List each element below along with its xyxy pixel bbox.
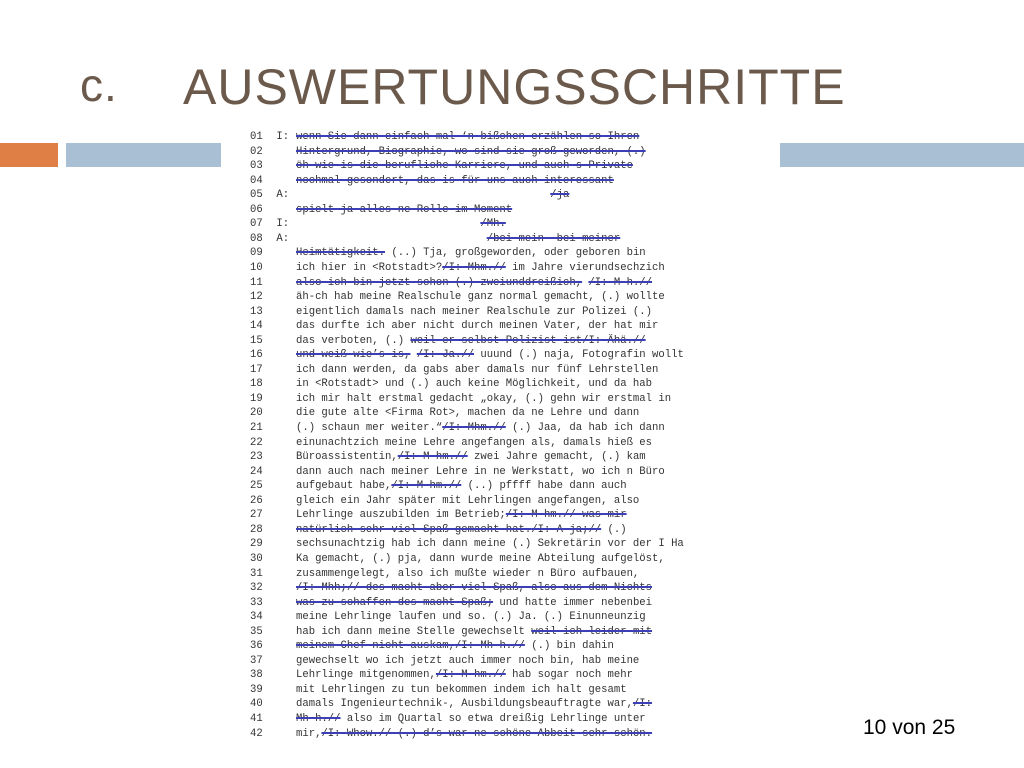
speaker-label (270, 537, 296, 552)
speaker-label (270, 159, 296, 174)
transcript-line (250, 610, 646, 625)
speaker-label (270, 508, 296, 523)
struck-text-segment: natürlich sehr viel Spaß gemacht hat. (296, 523, 532, 536)
accent-bar-blue-right (780, 143, 1024, 167)
line-text (296, 436, 652, 451)
speaker-label (270, 145, 296, 160)
text-segment: und hatte immer nebenbei (493, 596, 653, 609)
line-number: 42 (250, 727, 263, 740)
text-segment: Lehrlinge mitgenommen, (296, 669, 436, 682)
accent-bar-blue-left (66, 143, 221, 167)
text-segment: gewechselt wo ich jetzt auch immer noch bin, hab meine (296, 654, 640, 667)
transcript-line (250, 305, 652, 320)
line-text (296, 537, 684, 552)
speaker-label (270, 567, 296, 582)
transcript-line (250, 465, 665, 480)
transcript-line (250, 508, 627, 523)
line-number: 33 (250, 596, 263, 609)
line-text (296, 130, 639, 145)
speaker-label (270, 348, 296, 363)
struck-text-segment: weil ich leider mit (531, 625, 653, 638)
struck-text-segment: /Mh. (480, 218, 506, 231)
line-number: 30 (250, 552, 263, 565)
line-text (296, 654, 639, 669)
line-number: 14 (250, 320, 263, 333)
text-segment: (.) bin dahin (524, 640, 614, 653)
text-segment: hab ich dann meine Stelle gewechselt (296, 625, 532, 638)
struck-text-segment: /I: Ja.// (416, 349, 475, 362)
line-text (296, 363, 658, 378)
transcript-line (250, 319, 658, 334)
transcript-line (250, 392, 671, 407)
transcript-line (250, 450, 646, 465)
transcript-line (250, 552, 665, 567)
speaker-label (270, 363, 296, 378)
page-number: 10 von 25 (863, 716, 956, 739)
speaker-label (270, 523, 296, 538)
line-text (296, 188, 569, 203)
line-text (296, 246, 646, 261)
line-number: 26 (250, 494, 263, 507)
struck-text-segment: weil er selbst Polizist ist/I: Ähä.// (410, 334, 646, 347)
line-number: 15 (250, 334, 263, 347)
line-text (296, 508, 627, 523)
line-number: 10 (250, 261, 263, 274)
speaker-label (270, 465, 296, 480)
transcript-line (250, 174, 614, 189)
text-segment: eigentlich damals nach meiner Realschule zur Polizei (.) (296, 305, 653, 318)
transcript-line (250, 625, 652, 640)
struck-text-segment: Heimtätigkeit. (296, 247, 386, 260)
text-segment: mir, (296, 727, 322, 740)
struck-text-segment: wenn Sie dann einfach mal ‘n bißchen erzählen so Ihren (296, 131, 640, 143)
line-number: 16 (250, 349, 263, 362)
line-number: 02 (250, 145, 263, 158)
text-segment: zusammengelegt, also ich mußte wieder n Büro aufbauen, (296, 567, 640, 580)
struck-text-segment: /I: Mhh;// des macht aber viel Spaß, also aus dem Nichts (296, 582, 653, 595)
text-segment: (..) Tja, großgeworden, oder geboren bin (385, 247, 646, 260)
speaker-label (270, 639, 296, 654)
line-text (296, 552, 665, 567)
line-number: 27 (250, 509, 263, 522)
struck-text-segment: meinem Chef nicht auskam, (296, 640, 455, 653)
text-segment: einunachtzich meine Lehre angefangen als, damals hieß es (296, 436, 653, 449)
line-number: 35 (250, 625, 263, 638)
line-text (296, 261, 665, 276)
line-text (296, 319, 658, 334)
line-text (296, 276, 652, 291)
struck-text-segment: Mh-h.// (296, 713, 341, 725)
text-segment: dann auch nach meiner Lehre in ne Werkstatt, wo ich n Büro (296, 465, 665, 478)
transcript-line (250, 188, 569, 203)
transcript-line (250, 668, 633, 683)
speaker-label: A: (270, 189, 290, 202)
speaker-label (270, 479, 296, 494)
speaker-label (270, 377, 296, 392)
transcript-line (250, 232, 620, 247)
transcript-line (250, 683, 627, 698)
struck-text-segment: /ja (550, 189, 570, 202)
transcript-line (250, 290, 665, 305)
speaker-label (270, 581, 296, 596)
transcript-line (250, 246, 646, 261)
line-number: 25 (250, 480, 263, 493)
struck-text-segment: /I: M-hm.// was mir (505, 509, 627, 522)
transcript-line (250, 363, 658, 378)
line-number: 04 (250, 174, 263, 187)
line-number: 13 (250, 305, 263, 318)
transcript-line (250, 130, 639, 145)
text-segment: in <Rotstadt> und (.) auch keine Möglichkeit, und da hab (296, 378, 653, 391)
line-text (296, 406, 639, 421)
line-number: 18 (250, 378, 263, 391)
text-segment: damals Ingenieurtechnik-, Ausbildungsbeauftragte war, (296, 698, 633, 711)
speaker-label (270, 712, 296, 727)
line-text (296, 290, 665, 305)
speaker-label (270, 727, 296, 742)
line-number: 20 (250, 407, 263, 420)
line-text (296, 581, 652, 596)
struck-text-segment: Hintergrund, Biographie, wo sind sie groß geworden, (.) (296, 145, 646, 158)
text-segment: ich dann werden, da gabs aber damals nur fünf Lehrstellen (296, 363, 659, 376)
transcript-line (250, 145, 646, 160)
text-segment (296, 233, 487, 245)
text-segment: (.) schaun mer weiter.“ (296, 422, 443, 434)
line-number: 29 (250, 538, 263, 551)
transcript-line (250, 639, 614, 654)
line-number: 01 (250, 131, 263, 143)
line-number: 09 (250, 247, 263, 260)
struck-text-segment: und weiß wie’s is, (296, 349, 411, 362)
line-number: 40 (250, 698, 263, 711)
line-text (296, 232, 620, 247)
transcript-line (250, 377, 652, 392)
text-segment: (..) pffff habe dann auch (461, 480, 627, 493)
speaker-label: I: (270, 218, 290, 231)
line-text (296, 639, 614, 654)
text-segment: das durfte ich aber nicht durch meinen Vater, der hat mir (296, 320, 659, 333)
line-number: 06 (250, 203, 263, 216)
line-number: 41 (250, 713, 263, 725)
speaker-label (270, 436, 296, 451)
line-number: 07 (250, 218, 263, 231)
line-text (296, 450, 646, 465)
transcript-line (250, 261, 665, 276)
line-text (296, 668, 633, 683)
transcript-line (250, 654, 639, 669)
struck-text-segment: /I: A-ja;// (531, 523, 602, 536)
line-text (296, 159, 633, 174)
transcript-line (250, 348, 684, 363)
line-text (296, 392, 671, 407)
line-text (296, 712, 646, 727)
struck-text-segment: /I: Mhm.// (442, 261, 506, 274)
speaker-label (270, 305, 296, 320)
line-number: 32 (250, 582, 263, 595)
line-number: 21 (250, 422, 263, 434)
line-text (296, 174, 614, 189)
line-text (296, 217, 506, 232)
line-number: 11 (250, 276, 263, 289)
speaker-label: A: (270, 232, 290, 245)
text-segment: gleich ein Jahr später mit Lehrlingen angefangen, also (296, 494, 640, 507)
speaker-label (270, 494, 296, 509)
struck-text-segment: /I: M-hm.// (435, 669, 506, 682)
speaker-label (270, 697, 296, 712)
section-letter: c. (80, 59, 118, 111)
speaker-label (270, 421, 296, 436)
text-segment (296, 218, 480, 230)
speaker-label (270, 276, 296, 291)
speaker-label (270, 668, 296, 683)
speaker-label (270, 406, 296, 421)
line-text (296, 596, 652, 611)
line-text (296, 479, 627, 494)
line-number: 03 (250, 160, 263, 173)
text-segment: ich hier in <Rotstadt>? (296, 261, 443, 274)
line-text (296, 683, 627, 698)
struck-text-segment: /I: Whow.// (.) d’s war ne schöne Abbeit sehr schön. (321, 727, 653, 740)
line-number: 38 (250, 669, 263, 682)
transcript-line (250, 406, 639, 421)
text-segment: hab sogar noch mehr (505, 669, 633, 682)
transcript-line (250, 203, 512, 218)
speaker-label (270, 319, 296, 334)
transcript-line (250, 436, 652, 451)
struck-text-segment: /I: M-hm.// (391, 480, 462, 493)
transcript-line (250, 421, 665, 436)
line-number: 36 (250, 640, 263, 653)
line-number: 12 (250, 291, 263, 304)
struck-text-segment: spielt ja alles ne Rolle im Moment (296, 203, 513, 216)
transcript-line (250, 567, 639, 582)
struck-text-segment: /I: Mh-h.// (454, 640, 525, 653)
struck-text-segment: /I: (632, 698, 653, 711)
speaker-label (270, 610, 296, 625)
line-number: 39 (250, 683, 263, 696)
speaker-label (270, 596, 296, 611)
transcript-line (250, 727, 652, 742)
transcript-line (250, 523, 627, 538)
line-text (296, 145, 646, 160)
line-text (296, 305, 652, 320)
struck-text-segment: nochmal gesondert, das is für uns auch interessant (296, 174, 614, 187)
struck-text-segment: was zu schaffen des macht Spaß; (296, 596, 494, 609)
text-segment: also im Quartal so etwa dreißig Lehrlinge unter (340, 713, 646, 725)
speaker-label (270, 261, 296, 276)
struck-text-segment: /I: M-h.// (588, 276, 653, 289)
text-segment: die gute alte <Firma Rot>, machen da ne Lehre und dann (296, 407, 640, 420)
interview-transcript (250, 130, 780, 742)
line-text (296, 348, 684, 363)
line-text (296, 465, 665, 480)
transcript-line (250, 581, 652, 596)
text-segment: mit Lehrlingen zu tun bekommen indem ich halt gesamt (296, 683, 627, 696)
text-segment: im Jahre vierundsechzich (505, 261, 665, 274)
line-text (296, 523, 627, 538)
speaker-label (270, 392, 296, 407)
text-segment: meine Lehrlinge laufen und so. (.) Ja. (.) Einunneunzig (296, 611, 646, 624)
line-text (296, 610, 646, 625)
speaker-label (270, 625, 296, 640)
speaker-label (270, 552, 296, 567)
transcript-line (250, 596, 652, 611)
struck-text-segment: /bei mein- bei meiner (486, 232, 621, 245)
line-text (296, 567, 639, 582)
text-segment: Ka gemacht, (.) pja, dann wurde meine Abteilung aufgelöst, (296, 552, 665, 565)
speaker-label (270, 174, 296, 189)
line-number: 23 (250, 451, 263, 464)
transcript-line (250, 537, 684, 552)
text-segment (296, 189, 550, 201)
line-number: 24 (250, 465, 263, 478)
text-segment: Büroassistentin, (296, 451, 398, 464)
transcript-line (250, 334, 646, 349)
text-segment: uuund (.) naja, Fotografin wollt (474, 349, 684, 362)
line-text (296, 203, 512, 218)
speaker-label (270, 334, 296, 349)
struck-text-segment: also ich bin jetzt schon (.) zweiunddreißich, (296, 276, 583, 289)
text-segment: äh-ch hab meine Realschule ganz normal gemacht, (.) wollte (296, 291, 665, 304)
struck-text-segment: /I: Mhm.// (442, 422, 506, 434)
line-text (296, 727, 652, 742)
speaker-label (270, 654, 296, 669)
line-number: 28 (250, 523, 263, 536)
text-segment: das verboten, (.) (296, 334, 411, 347)
struck-text-segment: /I: M-hm.// (397, 451, 468, 464)
text-segment: (.) Jaa, da hab ich dann (505, 422, 665, 434)
line-number: 17 (250, 363, 263, 376)
line-text (296, 421, 665, 436)
line-number: 34 (250, 611, 263, 624)
text-segment: (.) (601, 523, 627, 536)
line-number: 22 (250, 436, 263, 449)
line-text (296, 377, 652, 392)
line-text (296, 625, 652, 640)
line-number: 31 (250, 567, 263, 580)
text-segment: zwei Jahre gemacht, (.) kam (467, 451, 646, 464)
struck-text-segment: öh wie is die berufliche Karriere, und auch s Private (296, 160, 633, 173)
speaker-label (270, 246, 296, 261)
text-segment: sechsunachtzig hab ich dann meine (.) Sekretärin vor der I Ha (296, 538, 684, 551)
text-segment: ich mir halt erstmal gedacht „okay, (.) gehn wir erstmal in (296, 392, 672, 405)
transcript-line (250, 276, 652, 291)
line-number: 19 (250, 392, 263, 405)
speaker-label: I: (270, 131, 290, 143)
transcript-line (250, 479, 627, 494)
text-segment: aufgebaut habe, (296, 480, 392, 493)
line-text (296, 494, 639, 509)
transcript-line (250, 159, 633, 174)
transcript-line (250, 712, 646, 727)
transcript-line (250, 217, 506, 232)
text-segment: Lehrlinge auszubilden im Betrieb; (296, 509, 506, 522)
accent-bar-orange (0, 143, 58, 167)
speaker-label (270, 203, 296, 218)
line-number: 08 (250, 232, 263, 245)
transcript-line (250, 697, 652, 712)
slide-title: AUSWERTUNGSSCHRITTE (183, 59, 846, 115)
line-number: 37 (250, 654, 263, 667)
speaker-label (270, 683, 296, 698)
line-text (296, 334, 646, 349)
transcript-line (250, 494, 639, 509)
speaker-label (270, 290, 296, 305)
line-text (296, 697, 652, 712)
speaker-label (270, 450, 296, 465)
line-number: 05 (250, 189, 263, 202)
